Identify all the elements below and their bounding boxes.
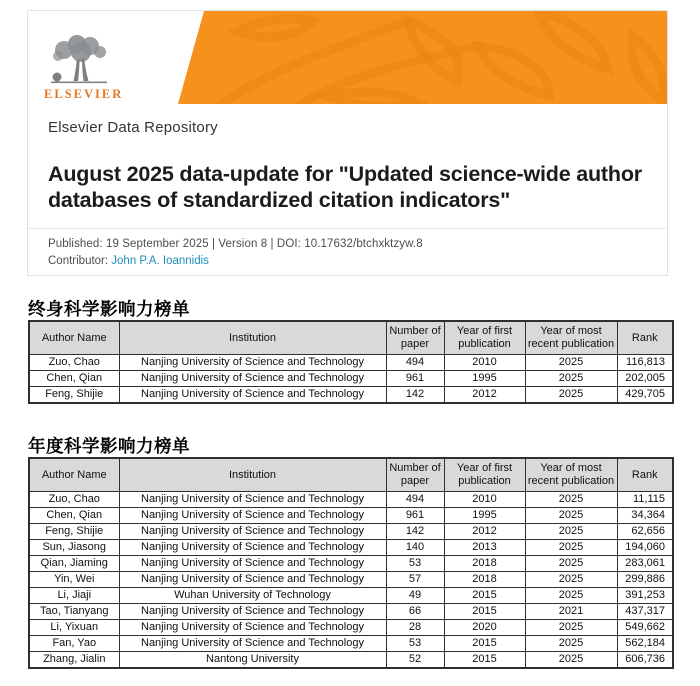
table-row — [29, 540, 673, 556]
column-header-institution: Institution — [119, 458, 386, 492]
table-row — [29, 652, 673, 669]
table-row — [29, 492, 673, 508]
table-cell: 283,061 — [617, 556, 673, 572]
table-cell: Wuhan University of Technology — [119, 588, 386, 604]
table-cell: Chen, Qian — [29, 371, 119, 387]
table-cell: Nanjing University of Science and Technology — [119, 387, 386, 404]
table-cell: 62,656 — [617, 524, 673, 540]
contributor-line — [48, 255, 209, 267]
table-cell: 2012 — [444, 387, 525, 404]
table-cell: Nanjing University of Science and Technology — [119, 572, 386, 588]
table-row — [29, 524, 673, 540]
table-cell: 2021 — [525, 604, 617, 620]
table-cell: 2018 — [444, 556, 525, 572]
table-cell: 2025 — [525, 556, 617, 572]
table-row — [29, 556, 673, 572]
table-row — [29, 588, 673, 604]
table-cell: 299,886 — [617, 572, 673, 588]
table-header-row — [29, 321, 673, 355]
table-cell: 2015 — [444, 652, 525, 669]
table-cell: Zhang, Jialin — [29, 652, 119, 669]
column-header-author: Author Name — [29, 321, 119, 355]
table-cell: Sun, Jiasong — [29, 540, 119, 556]
table-cell: 961 — [386, 371, 444, 387]
table-cell: 2015 — [444, 604, 525, 620]
table-cell: 2010 — [444, 355, 525, 371]
table-cell: Nanjing University of Science and Technology — [119, 524, 386, 540]
published-info: Published: 19 September 2025 | Version 8 | DOI: 10.17632/btchxktzyw.8 — [48, 238, 423, 250]
table-cell: Yin, Wei — [29, 572, 119, 588]
table-cell: Feng, Shijie — [29, 387, 119, 404]
table-cell: 28 — [386, 620, 444, 636]
table-cell: 2025 — [525, 540, 617, 556]
table-cell: Nanjing University of Science and Technology — [119, 508, 386, 524]
table-cell: 1995 — [444, 508, 525, 524]
table-cell: 140 — [386, 540, 444, 556]
table-cell: 2025 — [525, 524, 617, 540]
table-cell: 437,317 — [617, 604, 673, 620]
table-cell: 1995 — [444, 371, 525, 387]
table-cell: 194,060 — [617, 540, 673, 556]
leaf-pattern-icon — [178, 11, 667, 104]
table-cell: 2015 — [444, 588, 525, 604]
table-cell: 2025 — [525, 620, 617, 636]
column-header-year-recent: Year of most recent publication — [525, 321, 617, 355]
table-cell: 2010 — [444, 492, 525, 508]
table-cell: Chen, Qian — [29, 508, 119, 524]
table-header-row — [29, 458, 673, 492]
table-row — [29, 636, 673, 652]
table-cell: Fan, Yao — [29, 636, 119, 652]
table-row — [29, 572, 673, 588]
table-cell: 53 — [386, 636, 444, 652]
table-cell: 494 — [386, 355, 444, 371]
table-cell: 202,005 — [617, 371, 673, 387]
contributor-label: Contributor: — [48, 255, 112, 267]
table-cell: 53 — [386, 556, 444, 572]
table-cell: Zuo, Chao — [29, 355, 119, 371]
table-cell: Feng, Shijie — [29, 524, 119, 540]
header-card — [27, 10, 668, 276]
table-cell: 2025 — [525, 636, 617, 652]
elsevier-logo[interactable] — [44, 35, 154, 102]
table-cell: Nanjing University of Science and Technology — [119, 556, 386, 572]
table-cell: 562,184 — [617, 636, 673, 652]
card-divider — [28, 228, 667, 229]
table-row — [29, 387, 673, 404]
table-cell: 2025 — [525, 355, 617, 371]
table-cell: 2013 — [444, 540, 525, 556]
table-cell: 2018 — [444, 572, 525, 588]
table-cell: Nanjing University of Science and Technology — [119, 355, 386, 371]
table-cell: 34,364 — [617, 508, 673, 524]
table-row — [29, 508, 673, 524]
table-cell: 142 — [386, 524, 444, 540]
table-cell: 2025 — [525, 588, 617, 604]
table-cell: 961 — [386, 508, 444, 524]
table-cell: 49 — [386, 588, 444, 604]
table-cell: 2020 — [444, 620, 525, 636]
banner — [178, 11, 667, 104]
dataset-title: August 2025 data-update for "Updated science-wide author databases of standardized citation indicators" — [48, 162, 642, 212]
table-cell: 494 — [386, 492, 444, 508]
elsevier-tree-icon — [50, 35, 112, 85]
table-cell: Nanjing University of Science and Technology — [119, 371, 386, 387]
table-cell: 549,662 — [617, 620, 673, 636]
column-header-year-recent: Year of most recent publication — [525, 458, 617, 492]
table-cell: Nanjing University of Science and Technology — [119, 492, 386, 508]
table-cell: 2025 — [525, 371, 617, 387]
table-cell: 606,736 — [617, 652, 673, 669]
lifetime-impact-table — [28, 320, 674, 404]
table-cell: Qian, Jiaming — [29, 556, 119, 572]
table-cell: 2012 — [444, 524, 525, 540]
table-cell: Nanjing University of Science and Technology — [119, 540, 386, 556]
column-header-papers: Number of paper — [386, 458, 444, 492]
repository-name: Elsevier Data Repository — [48, 119, 218, 136]
table-cell: 2025 — [525, 387, 617, 404]
table-cell: 142 — [386, 387, 444, 404]
table-row — [29, 371, 673, 387]
column-header-institution: Institution — [119, 321, 386, 355]
table-cell: Nanjing University of Science and Technology — [119, 636, 386, 652]
table-cell: 66 — [386, 604, 444, 620]
column-header-author: Author Name — [29, 458, 119, 492]
table-cell: Nanjing University of Science and Technology — [119, 604, 386, 620]
table-row — [29, 620, 673, 636]
table-row — [29, 604, 673, 620]
table-cell: 2015 — [444, 636, 525, 652]
contributor-link[interactable]: John P.A. Ioannidis — [111, 255, 209, 267]
section-heading-annual: 年度科学影响力榜单 — [28, 436, 190, 456]
table-cell: Li, Jiaji — [29, 588, 119, 604]
column-header-rank: Rank — [617, 458, 673, 492]
table-cell: 391,253 — [617, 588, 673, 604]
column-header-rank: Rank — [617, 321, 673, 355]
elsevier-wordmark: ELSEVIER — [44, 87, 124, 101]
table-cell: Zuo, Chao — [29, 492, 119, 508]
table-cell: 2025 — [525, 492, 617, 508]
table-row — [29, 355, 673, 371]
column-header-papers: Number of paper — [386, 321, 444, 355]
section-heading-lifetime: 终身科学影响力榜单 — [28, 299, 190, 319]
table-cell: 52 — [386, 652, 444, 669]
table-cell: 2025 — [525, 652, 617, 669]
table-cell: 2025 — [525, 508, 617, 524]
annual-impact-table — [28, 457, 674, 669]
table-cell: Li, Yixuan — [29, 620, 119, 636]
column-header-year-first: Year of first publication — [444, 321, 525, 355]
table-cell: 57 — [386, 572, 444, 588]
table-cell: 2025 — [525, 572, 617, 588]
table-cell: 116,813 — [617, 355, 673, 371]
table-cell: Nanjing University of Science and Technology — [119, 620, 386, 636]
table-cell: Nantong University — [119, 652, 386, 669]
table-cell: 429,705 — [617, 387, 673, 404]
table-cell: Tao, Tianyang — [29, 604, 119, 620]
column-header-year-first: Year of first publication — [444, 458, 525, 492]
table-cell: 11,115 — [617, 492, 673, 508]
